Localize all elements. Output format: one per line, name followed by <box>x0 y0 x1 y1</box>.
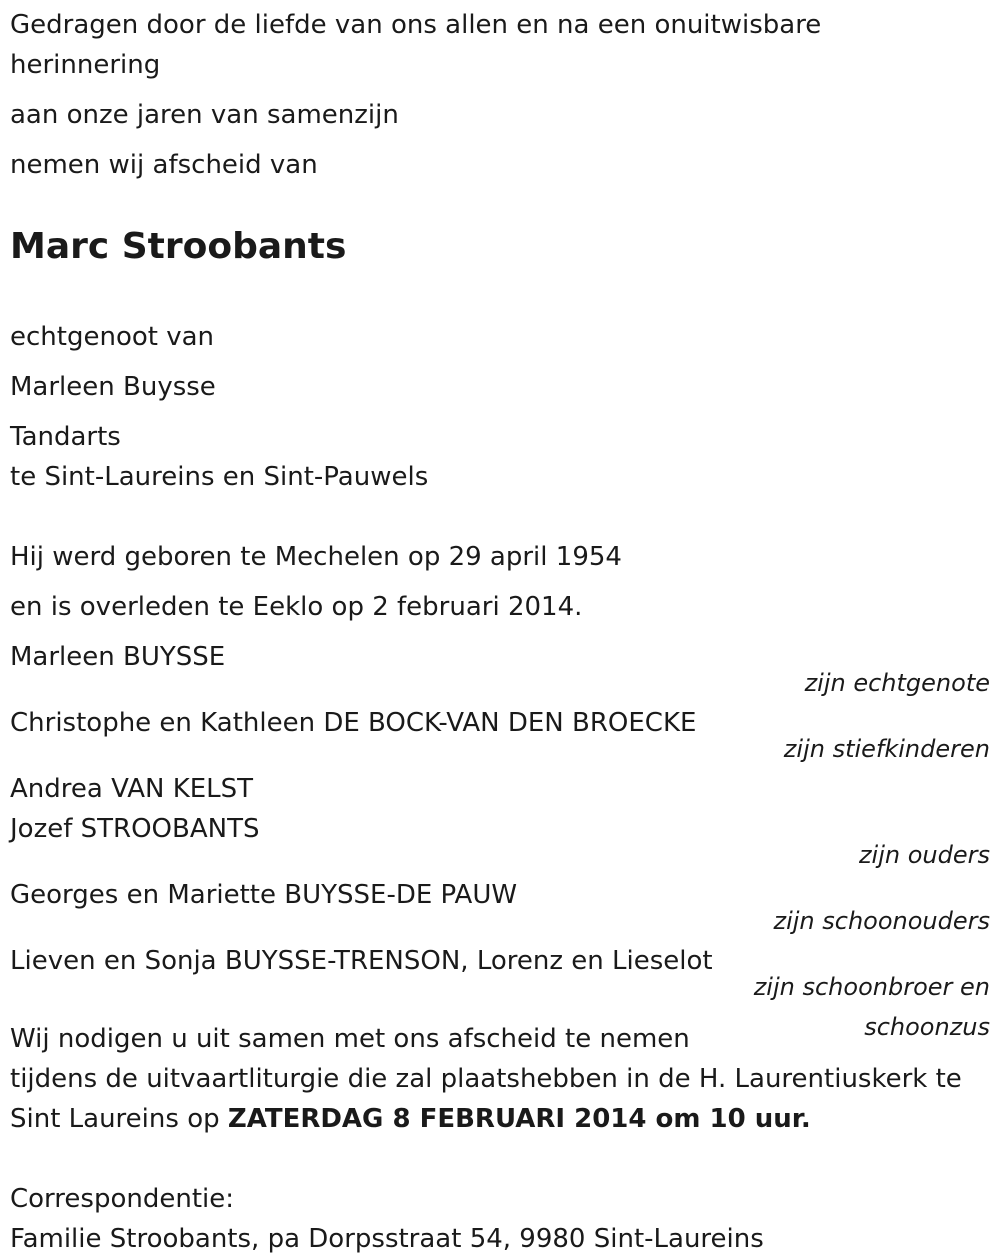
family-names: Andrea VAN KELST <box>10 774 254 804</box>
deceased-name: Marc Stroobants <box>10 226 347 267</box>
invitation-prefix: Sint Laureins op <box>10 1104 228 1134</box>
family-names: Christophe en Kathleen DE BOCK-VAN DEN BROECKE <box>10 708 697 738</box>
invitation-line-3 <box>10 1099 990 1139</box>
intro-line-3: nemen wij afscheid van <box>10 150 318 180</box>
family-role: zijn ouders <box>858 841 990 869</box>
relation-label: echtgenoot van <box>10 322 215 352</box>
birth-line: Hij werd geboren te Mechelen op 29 april 1954 <box>10 542 622 572</box>
section-spacer <box>10 497 990 537</box>
family-role: zijn schoonouders <box>773 907 990 935</box>
correspondence-address: Familie Stroobants, pa Dorpsstraat 54, 9980 Sint-Laureins <box>10 1224 764 1254</box>
family-entry-stepchildren <box>10 703 990 769</box>
invitation-line-2: tijdens de uitvaartliturgie die zal plaatshebben in de H. Laurentiuskerk te <box>10 1064 962 1094</box>
death-line: en is overleden te Eeklo op 2 februari 2014. <box>10 592 583 622</box>
correspondence-label: Correspondentie: <box>10 1184 234 1214</box>
family-names: Marleen BUYSSE <box>10 642 226 672</box>
family-names: Jozef STROOBANTS <box>10 814 260 844</box>
family-role: zijn schoonbroer en schoonzus <box>753 973 990 1041</box>
family-role: zijn stiefkinderen <box>783 735 990 763</box>
family-entry-parents-in-law <box>10 875 990 941</box>
intro-line-2: aan onze jaren van samenzijn <box>10 100 399 130</box>
funeral-date-time: ZATERDAG 8 FEBRUARI 2014 om 10 uur. <box>227 1104 811 1134</box>
family-role: zijn echtgenote <box>804 669 990 697</box>
family-entry-spouse <box>10 637 990 703</box>
family-names: Georges en Mariette BUYSSE-DE PAUW <box>10 880 518 910</box>
intro-line-1: Gedragen door de liefde van ons allen en na een onuitwisbare herinnering <box>10 10 822 80</box>
profession: Tandarts <box>10 422 121 452</box>
section-spacer <box>10 1139 990 1179</box>
invitation-line-1: Wij nodigen u uit samen met ons afscheid te nemen <box>10 1024 690 1054</box>
family-entry-parents <box>10 769 990 875</box>
profession-location: te Sint-Laureins en Sint-Pauwels <box>10 462 429 492</box>
family-entry-siblings-in-law <box>10 941 990 1047</box>
family-names: Lieven en Sonja BUYSSE-TRENSON, Lorenz en Lieselot <box>10 946 713 976</box>
spouse-name: Marleen Buysse <box>10 372 216 402</box>
obituary-document <box>10 5 990 1259</box>
